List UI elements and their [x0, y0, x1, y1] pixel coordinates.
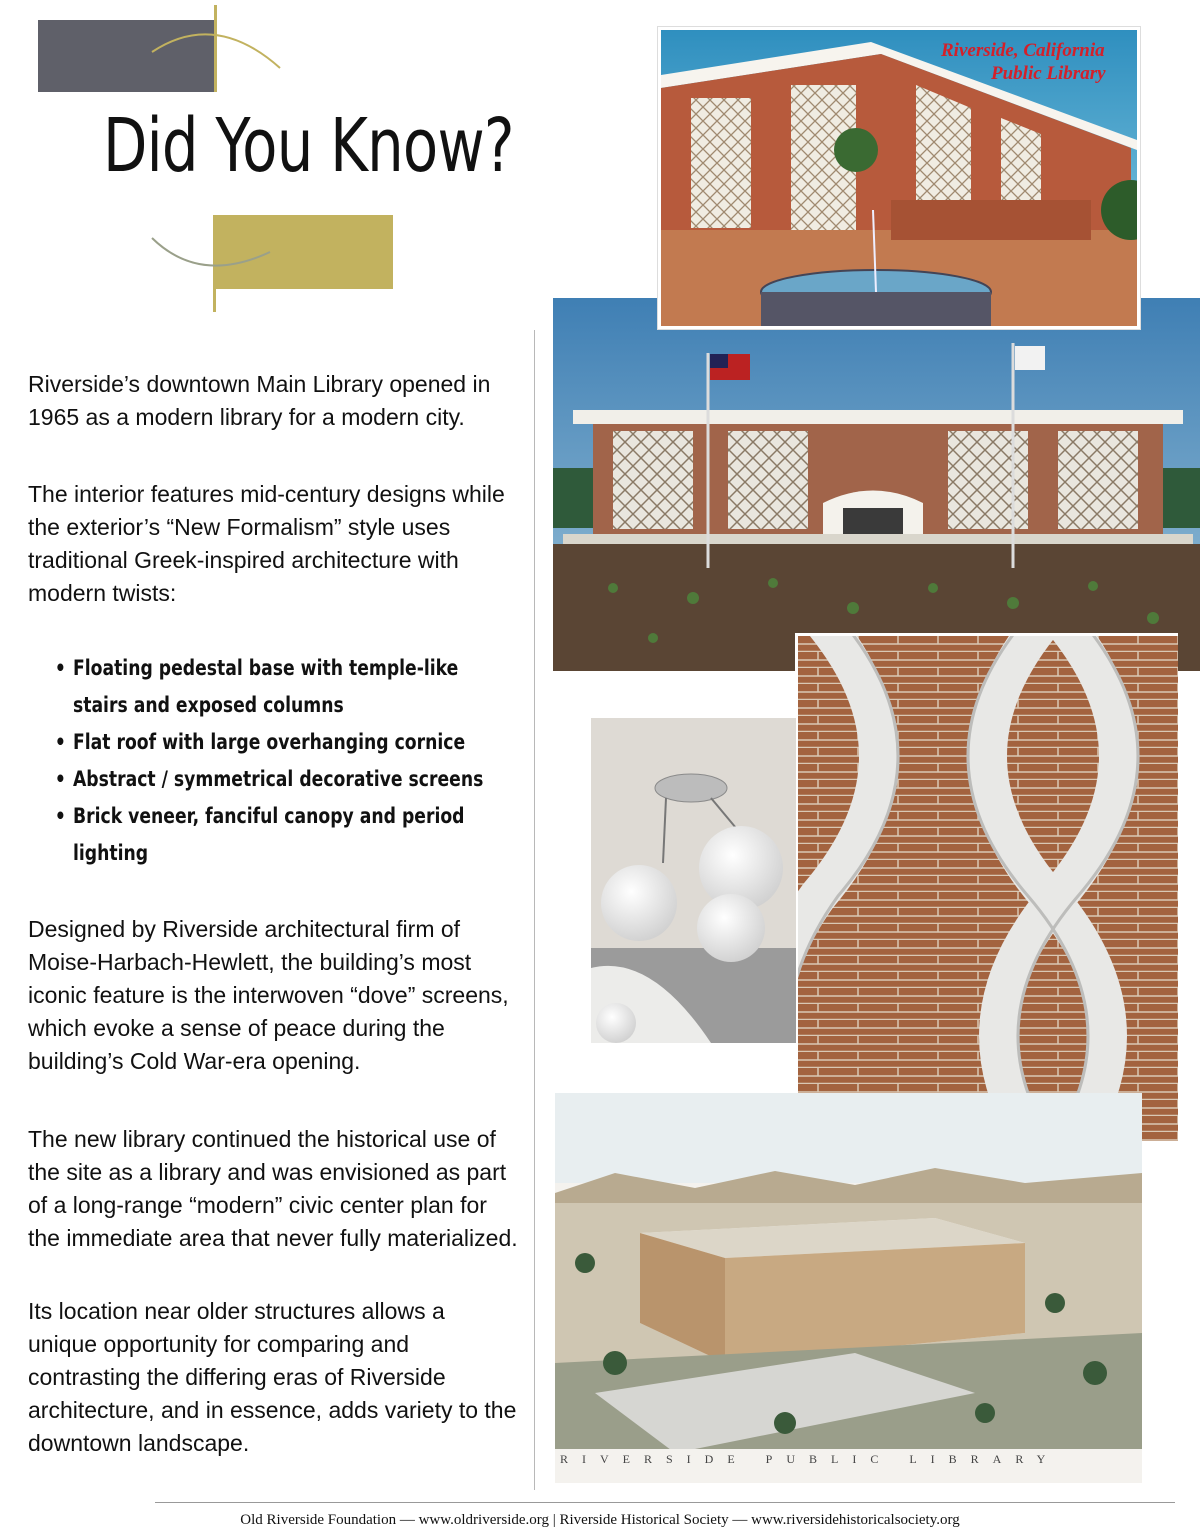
feature-list [50, 650, 520, 872]
interior-paragraph [28, 478, 518, 610]
list-item: • Abstract / symmetrical decorative screens [50, 761, 532, 798]
library-facade-photo [553, 298, 1200, 671]
paragraph-text: Designed by Riverside architectural firm of Moise-Harbach-Hewlett, the building’s most iconic feature is the interwoven “dove” screens, which evoke a sense of peace during the building’s Cold War-era opening. [28, 916, 509, 1074]
paragraph-text: Riverside’s downtown Main Library opened in 1965 as a modern library for a modern city. [28, 371, 491, 430]
list-item-continued: lighting [72, 841, 149, 865]
column-divider [534, 330, 535, 1490]
dove-screen-photo [795, 633, 1178, 1141]
intro-paragraph [28, 368, 518, 434]
postcard-title-line1: Riverside, California [941, 40, 1105, 61]
footer-credits: Old Riverside Foundation — www.oldriverside.org | Riverside Historical Society — www.riversidehistoricalsociety.org [240, 1512, 960, 1528]
paragraph-text: Its location near older structures allows a unique opportunity for comparing and contrasting the differing eras of Riverside architecture, and in essence, adds variety to the downtown landscape. [28, 1298, 517, 1456]
list-item: • Brick veneer, fanciful canopy and period [50, 798, 532, 835]
rendering-caption: RIVERSIDE PUBLIC LIBRARY [560, 1452, 1060, 1466]
paragraph-text: The interior features mid-century designs while the exterior’s “New Formalism” style uses traditional Greek-inspired architecture with modern twists: [28, 481, 505, 606]
design-paragraph [28, 913, 518, 1078]
list-item: • Floating pedestal base with temple-like [50, 650, 532, 687]
location-paragraph [28, 1295, 518, 1460]
paragraph-text: The new library continued the historical use of the site as a library and was envisioned as part of a long-range “modern” civic center plan for the immediate area that never fully materialized. [28, 1126, 518, 1251]
page-title: Did You Know? [103, 103, 514, 189]
light-fixture-photo [591, 718, 796, 1043]
list-item: • Flat roof with large overhanging cornice [50, 724, 532, 761]
history-paragraph [28, 1123, 518, 1255]
postcard-title-line2: Public Library [991, 63, 1106, 84]
postcard-photo [658, 27, 1140, 329]
architectural-rendering [555, 1093, 1142, 1483]
list-item-continued: stairs and exposed columns [72, 693, 344, 717]
footer-divider [155, 1502, 1175, 1503]
